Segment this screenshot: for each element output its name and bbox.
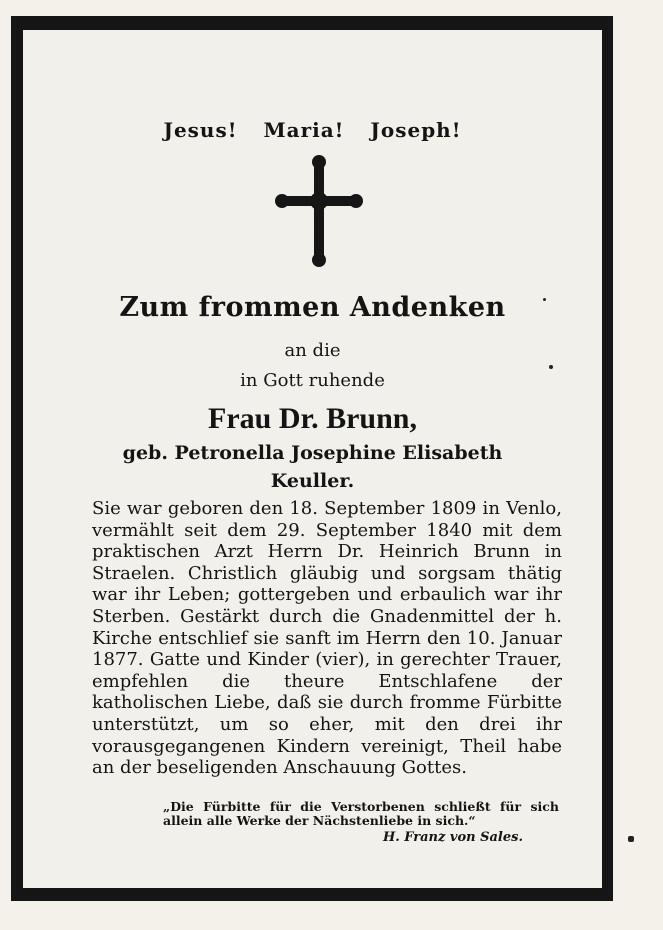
line-in-gott: in Gott ruhende	[240, 370, 385, 391]
invocation: Jesus! Maria! Joseph!	[163, 118, 462, 142]
mourning-card	[11, 16, 613, 901]
quote-text: „Die Fürbitte für die Verstorbenen schließt für sich allein alle Werke der Nächstenliebe in sich.“	[163, 799, 559, 828]
card-content	[23, 30, 602, 888]
birth-name-line: geb. Petronella Josephine Elisabeth	[122, 442, 503, 464]
paper-speck	[628, 836, 634, 842]
birth-surname: Keuller.	[270, 470, 355, 492]
heading: Zum frommen Andenken	[119, 292, 506, 323]
paper-speck	[549, 365, 553, 369]
paper-speck	[543, 298, 546, 301]
deceased-name: Frau Dr. Brunn,	[208, 402, 417, 435]
quote-author: H. Franz von Sales.	[382, 830, 523, 845]
line-an-die: an die	[284, 340, 341, 361]
ornate-cross-icon	[273, 152, 365, 272]
biography-text: Sie war geboren den 18. September 1809 in Venlo, vermählt seit dem 29. September 1840 mit dem praktischen Arzt Herrn Dr. Heinrich Brunn in Straelen. Christlich gläubig und sorgsam thätig war ihr Leben; gottergeben und erbaulich war ihr Sterben. Gestärkt durch die Gnadenmittel der h. Kirche entschlief sie sanft im Herrn den 10. Januar 1877. Gatte und Kinder (vier), in gerechter Trauer, empfehlen die theure Entschlafene der katholischen Liebe, daß sie durch fromme Fürbitte unterstützt, um so eher, mit den drei ihr vorausgegangenen Kindern vereinigt, Theil habe an der beseligenden Anschauung Gottes.	[92, 498, 562, 779]
